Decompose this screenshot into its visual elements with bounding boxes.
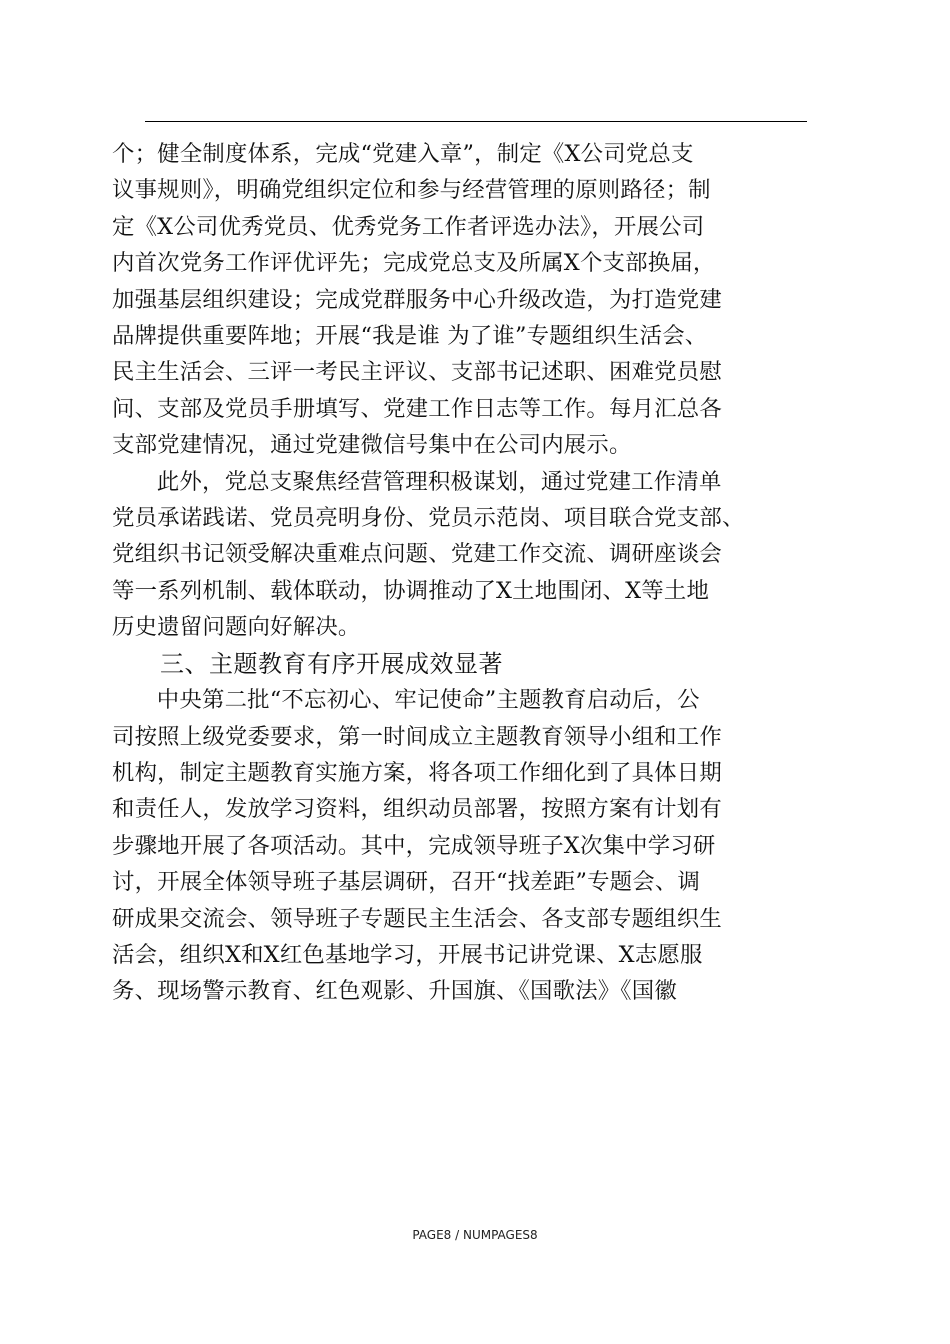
body-paragraph: 此外，党总支聚焦经营管理积极谋划，通过党建工作清单 党员承诺践诺、党员亮明身份、党员示范岗、项目联合党支部、 党组织书记领受解决重难点问题、党建工作交流、调研座谈会 等一系列机制、载体联动，协调推动了X土地围闭、X等土地 历史遗留问题向好解决。: [112, 468, 745, 641]
section-heading: 三、主题教育有序开展成效显著: [160, 649, 503, 678]
body-paragraph: 中央第二批“不忘初心、牢记使命”主题教育启动后，公 司按照上级党委要求，第一时间成立主题教育领导小组和工作 机构，制定主题教育实施方案，将各项工作细化到了具体日期 和责任人，发放学习资料，组织动员部署，按照方案有计划有 步骤地开展了各项活动。其中，完成领导班子X次集中学习研 讨，开展全体领导班子基层调研，召开“找差距”专题会、调 研成果交流会、领导班子专题民主生活会、各支部专题组织生 活会，组织X和X红色基地学习，开展书记讲党课、X志愿服 务、现场警示教育、红色观影、升国旗、《国歌法》《国徽: [112, 687, 722, 1005]
header-rule: [145, 121, 807, 122]
body-paragraph: 个；健全制度体系，完成“党建入章”，制定《X公司党总支 议事规则》，明确党组织定位和参与经营管理的原则路径；制 定《X公司优秀党员、优秀党务工作者评选办法》，开展公司 内首次党务工作评优评先；完成党总支及所属X个支部换届， 加强基层组织建设；完成党群服务中心升级改造，为打造党建 品牌提供重要阵地；开展“我是谁 为了谁”专题组织生活会、 民主生活会、三评一考民主评议、支部书记述职、困难党员慰 问、支部及党员手册填写、党建工作日志等工作。每月汇总各 支部党建情况，通过党建微信号集中在公司内展示。: [112, 141, 722, 459]
document-body: [112, 136, 812, 1010]
page-footer: PAGE8 / NUMPAGES8: [412, 1228, 538, 1242]
